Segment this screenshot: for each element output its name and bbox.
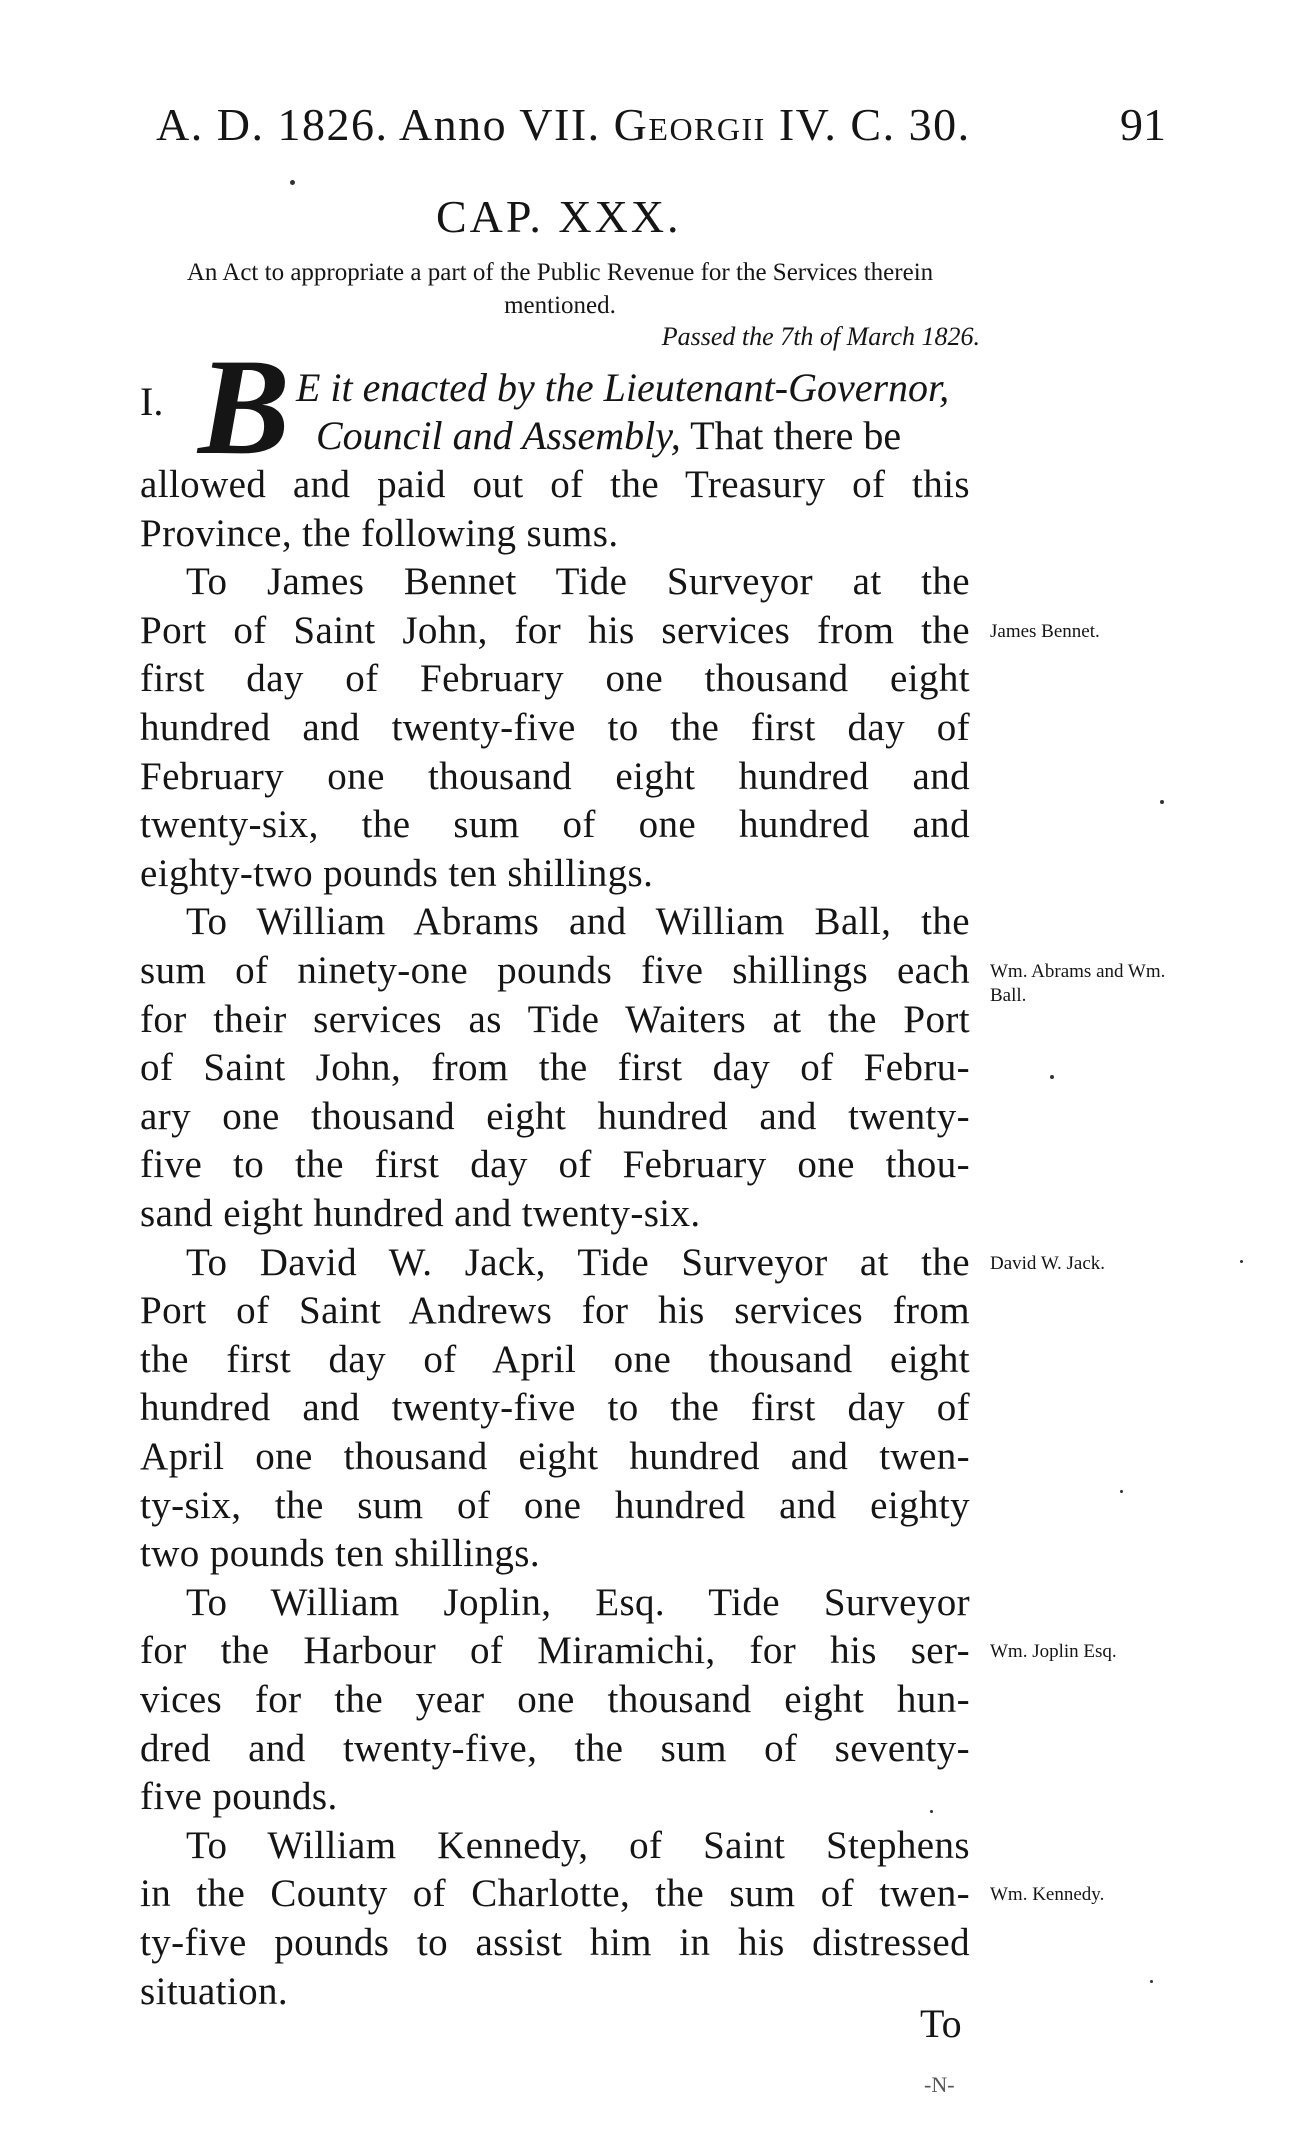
enacting-clause-line-1: E it enacted by the Lieutenant-Governor, [296, 365, 950, 410]
text-line: for their services as Tide Waiters at the Port [140, 997, 970, 1041]
text-line: hundred and twenty-five to the first day of [140, 1386, 970, 1430]
text-line: the first day of April one thousand eight [140, 1337, 970, 1381]
enacting-clause-line-2 [316, 412, 901, 459]
text-line: hundred and twenty-five to the first day of [140, 706, 970, 749]
text-line: five pounds. [140, 1775, 338, 1819]
text-line: To William Kennedy, of Saint Stephens [186, 1823, 970, 1867]
chapter-title: CAP. XXX. [436, 191, 682, 242]
signature-mark: -N- [924, 2072, 955, 2097]
running-head-monarch: Georgii IV. C. 30. [613, 99, 971, 150]
margin-note: James Bennet. [990, 620, 1100, 642]
drop-cap: B [198, 330, 291, 483]
text-line: ty-five pounds to assist him in his distressed [140, 1921, 970, 1964]
passed-date: Passed the 7th of March 1826. [661, 322, 980, 351]
text-line: dred and twenty-five, the sum of seventy- [140, 1726, 970, 1770]
text-line: in the County of Charlotte, the sum of twen- [140, 1872, 970, 1916]
text-line: February one thousand eight hundred and [140, 754, 970, 798]
text-line: situation. [140, 1969, 289, 2013]
enacting-clause-bodies: Council and Assembly, [316, 413, 681, 458]
text-line: To William Abrams and William Ball, the [186, 900, 970, 944]
text-line: allowed and paid out of the Treasury of this [140, 463, 970, 506]
text-line: ary one thousand eight hundred and twenty- [140, 1094, 970, 1138]
scan-speck [1160, 800, 1164, 804]
running-head-year: A. D. 1826. [156, 99, 389, 150]
text-line: two pounds ten shillings. [140, 1532, 541, 1576]
running-head-regnal: Anno VII. [398, 99, 601, 150]
text-line: To David W. Jack, Tide Surveyor at the [186, 1240, 970, 1284]
margin-note: David W. Jack. [990, 1252, 1106, 1274]
text-line: sand eight hundred and twenty-six. [140, 1192, 701, 1235]
margin-note: Wm. Kennedy. [990, 1884, 1105, 1906]
text-line: first day of February one thousand eight [140, 657, 970, 701]
text-line: vices for the year one thousand eight hun- [140, 1678, 970, 1721]
margin-note: Wm. Abrams and Wm. Ball. [990, 961, 1166, 1006]
text-line: ty-six, the sum of one hundred and eighty [140, 1483, 970, 1527]
scan-speck [1120, 1490, 1123, 1493]
scan-speck [1150, 1980, 1153, 1983]
scan-speck [1240, 1260, 1243, 1263]
section-number: I. [140, 379, 164, 424]
page-number: 91 [1120, 99, 1166, 150]
text-line: April one thousand eight hundred and twen- [140, 1435, 970, 1478]
text-line: five to the first day of February one thou- [140, 1143, 970, 1187]
text-line: To William Joplin, Esq. Tide Surveyor [186, 1580, 970, 1624]
text-line: of Saint John, from the first day of Febru- [140, 1046, 970, 1090]
text-line: eighty-two pounds ten shillings. [140, 851, 654, 895]
text-line: twenty-six, the sum of one hundred and [140, 803, 970, 847]
catchword: To [920, 2001, 962, 2046]
text-line: Port of Saint Andrews for his services from [140, 1289, 970, 1333]
scan-speck [290, 180, 295, 185]
scan-speck [1050, 1075, 1054, 1079]
act-title: An Act to appropriate a part of the Public Revenue for the Services therein mentioned. [186, 259, 934, 319]
text-line: To James Bennet Tide Surveyor at the [186, 560, 970, 604]
margin-note: Wm. Joplin Esq. [990, 1641, 1117, 1663]
enacting-clause-continuation: That there be [680, 413, 902, 458]
text-line: Province, the following sums. [140, 511, 619, 555]
text-line: for the Harbour of Miramichi, for his ser- [140, 1629, 970, 1673]
scan-speck [930, 1810, 933, 1813]
text-line: sum of ninety-one pounds five shillings each [140, 949, 970, 992]
text-line: Port of Saint John, for his services from the [140, 608, 970, 652]
running-head [156, 98, 971, 151]
